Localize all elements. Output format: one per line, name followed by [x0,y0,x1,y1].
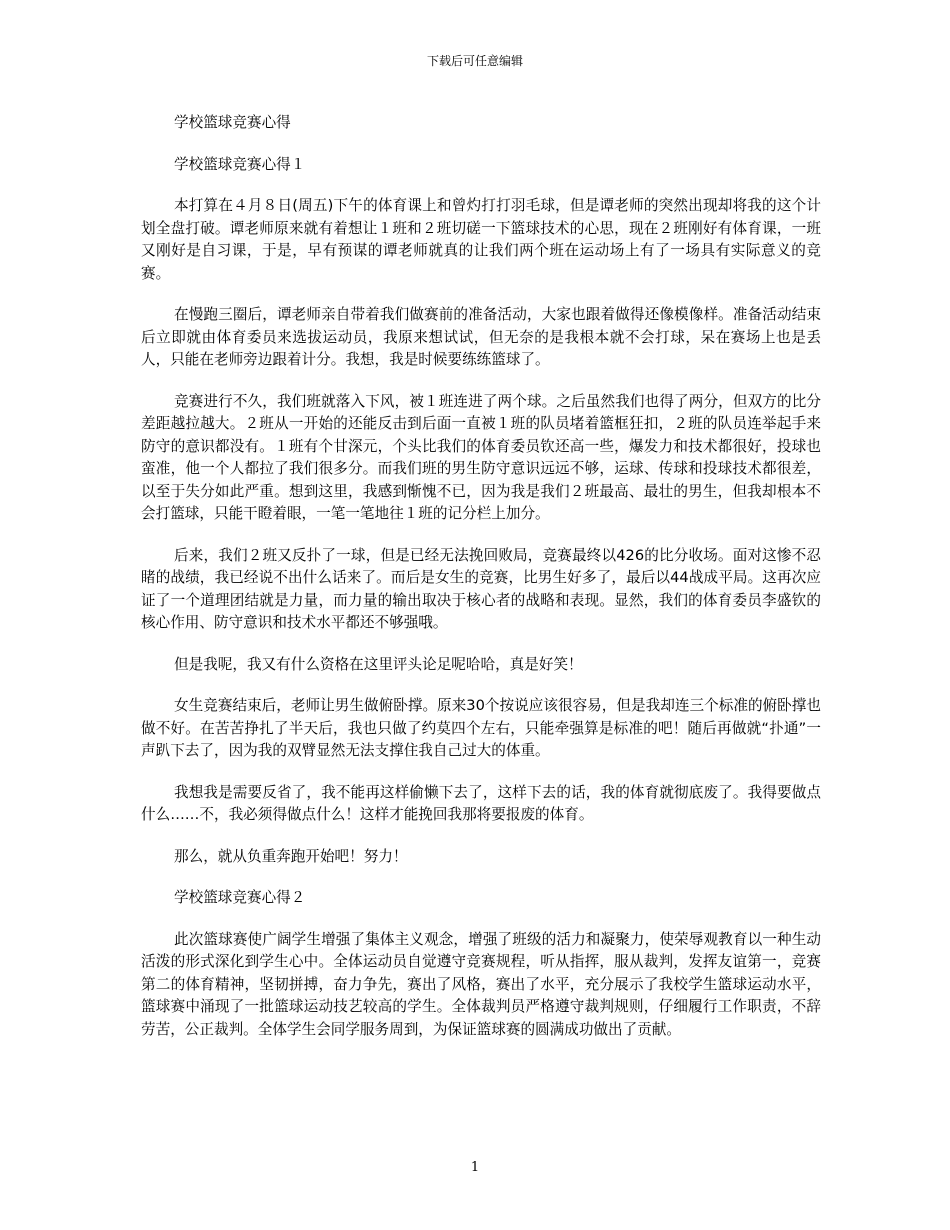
paragraph: 我想我是需要反省了，我不能再这样偷懒下去了，这样下去的话，我的体育就彻底废了。我得要做点什么……不，我必须得做点什么！这样才能挽回我那将要报废的体育。 [141,783,821,823]
page-header: 下载后可任意编辑 [426,54,523,68]
paragraph: 本打算在４月８日(周五)下午的体育课上和曾灼打打羽毛球，但是谭老师的突然出现却将我的这个计划全盘打破。谭老师原来就有着想让１班和２班切磋一下篮球技术的心思，现在２班刚好有体育课，一班又刚好是自习课，于是，早有预谋的谭老师就真的让我们两个班在运动场上有了一场具有实际意义的竞赛。 [141,197,821,282]
paragraph: 竞赛进行不久，我们班就落入下风，被１班连进了两个球。之后虽然我们也得了两分，但双方的比分差距越拉越大。２班从一开始的还能反击到后面一直被１班的队员堵着篮框狂扣，２班的队员连举起手来防守的意识都没有。１班有个甘深元，个头比我们的体育委员钦还高一些，爆发力和技术都很好，投球也蛮准，他一个人都拉了我们很多分。而我们班的男生防守意识远远不够，运球、传球和投球技术都很差，以至于失分如此严重。想到这里，我感到惭愧不已，因为我是我们２班最高、最壮的男生，但我却根本不会打篮球，只能干瞪着眼，一笔一笔地往１班的记分栏上加分。 [141,392,821,522]
section-heading-1: 学校篮球竞赛心得１ [174,155,306,173]
section-heading-2: 学校篮球竞赛心得２ [174,889,306,906]
paragraph: 在慢跑三圈后，谭老师亲自带着我们做赛前的准备活动，大家也跟着做得还像模像样。准备活动结束后立即就由体育委员来选拔运动员，我原来想试试，但无奈的是我根本就不会打球，呆在赛场上也是丢人，只能在老师旁边跟着计分。我想，我是时候要练练篮球了。 [141,306,821,368]
paragraph: 此次篮球赛使广阔学生增强了集体主义观念，增强了班级的活力和凝聚力，使荣辱观教育以一种生动活泼的形式深化到学生心中。全体运动员自觉遵守竞赛规程，听从指挥，服从裁判，发挥友谊第一，竞赛第二的体育精神，坚韧拼搏，奋力争先，赛出了风格，赛出了水平，充分展示了我校学生篮球运动水平，篮球赛中涌现了一批篮球运动技艺较高的学生。全体裁判员严格遵守裁判规则，仔细履行工作职责，不辞劳苦，公正裁判。全体学生会同学服务周到，为保证篮球赛的圆满成功做出了贡献。 [141,930,821,1038]
paragraph: 女生竞赛结束后，老师让男生做俯卧撑。原来30个按说应该很容易，但是我却连三个标准的俯卧撑也做不好。在苦苦挣扎了半天后，我也只做了约莫四个左右，只能牵强算是标准的吧！随后再做就“扑通”一声趴下去了，因为我的双臂显然无法支撑住我自己过大的体重。 [141,697,821,759]
document-body [141,112,821,1060]
paragraph: 后来，我们２班又反扑了一球，但是已经无法挽回败局，竞赛最终以426的比分收场。面对这惨不忍睹的战绩，我已经说不出什么话来了。而后是女生的竞赛，比男生好多了，最后以44战成平局。这再次应证了一个道理团结就是力量，而力量的输出取决于核心者的战略和表现。显然，我们的体育委员李盛钦的核心作用、防守意识和技术水平都还不够强哦。 [141,546,821,631]
document-title: 学校篮球竞赛心得 [174,114,291,131]
paragraph: 但是我呢，我又有什么资格在这里评头论足呢哈哈，真是好笑！ [174,655,583,673]
page-number: 1 [470,1160,480,1175]
paragraph: 那么，就从负重奔跑开始吧！努力！ [174,847,408,865]
